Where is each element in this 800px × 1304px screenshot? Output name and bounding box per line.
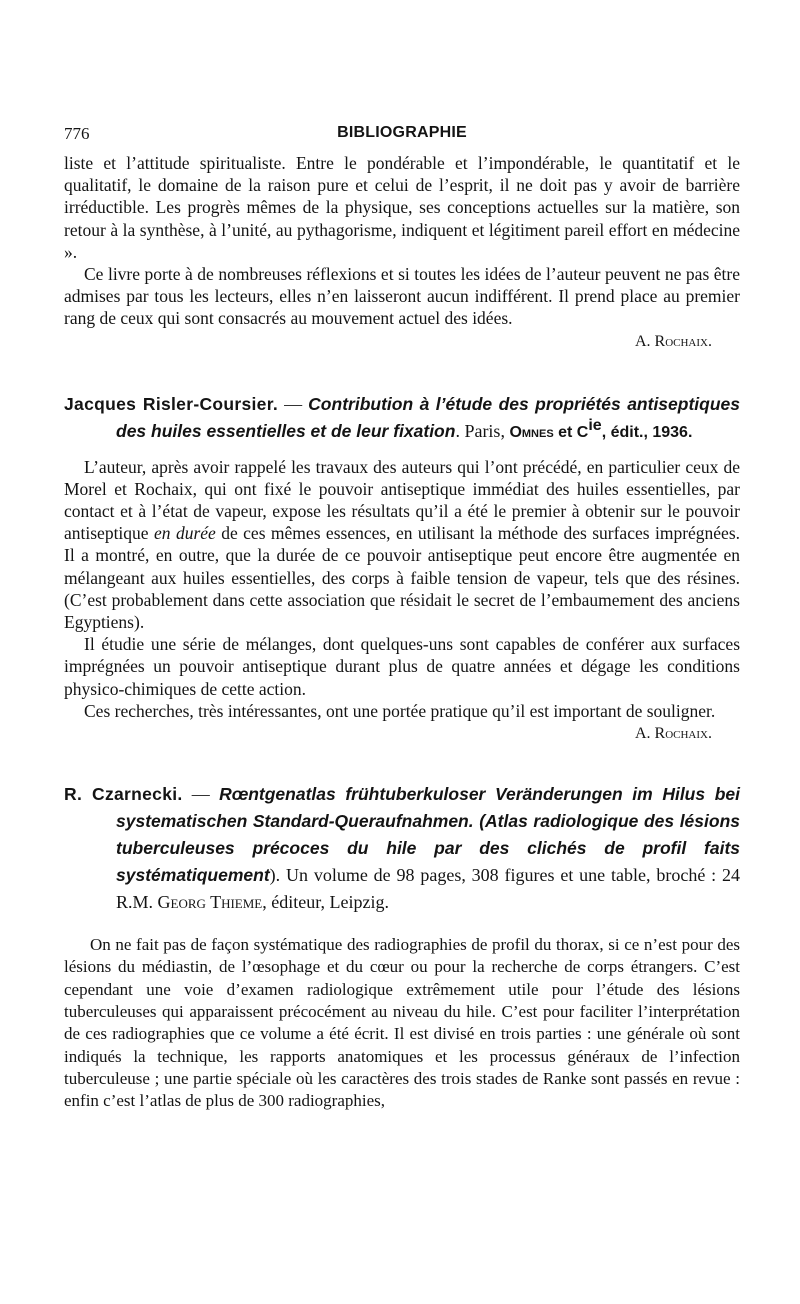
- running-head: BIBLIOGRAPHIE: [337, 124, 467, 141]
- entry-1-dash: —: [278, 393, 309, 414]
- entry-1-author: Jacques Risler-Coursier.: [64, 393, 279, 414]
- entry-1-signature: [64, 723, 740, 745]
- entry-2-title-german: Rœntgenatlas frühtuberkuloser Veränderungen im Hilus bei systematischen Standard-Queraufnahmen.: [116, 784, 740, 832]
- entry-1-pub-rest: , édit.,: [601, 423, 653, 441]
- entry-1-paragraph-3: Ces recherches, très intéressantes, ont une portée pratique qu’il est important de souligner.: [84, 700, 716, 721]
- previous-review-continuation: [64, 152, 740, 353]
- entry-1-publisher: Omnes: [509, 423, 554, 441]
- entry-1-citation: [64, 391, 740, 446]
- reviewer-name: A. Rochaix.: [634, 332, 712, 350]
- page-header: [64, 124, 740, 152]
- page-number: 776: [64, 124, 90, 143]
- entry-1-pub-et: et C: [553, 423, 589, 441]
- entry-2-dash: —: [182, 784, 220, 805]
- entry-2-title-french: Atlas radiologique des lésions tuberculeuses précoces du hile par des clichés de profil faits systématiquement: [116, 811, 740, 886]
- prev-review-paragraph-2: Ce livre porte à de nombreuses réflexions et si toutes les idées de l’auteur peuvent ne pas être admises par tous les lecteurs, elles n’en laisseront aucun indifférent. Il prend place au premier rang de ceux qui sont consacrés au mouvement actuel des idées.: [64, 264, 740, 329]
- entry-1-paragraph-2: Il étudie une série de mélanges, dont quelques-uns sont capables de conférer aux surfaces imprégnées un pouvoir antiseptique durant plus de quatre années et dégage les conditions physico-chimiques de cette action.: [64, 634, 740, 699]
- entry-1-paragraph-1-b: de ces mêmes essences, en utilisant la méthode des surfaces imprégnées. Il a montré, en outre, que la durée de ce pouvoir antiseptique peut encore être augmentée en mélangeant aux huiles essentielles, des corps à faible tension de vapeur, tels que des résines. (C’est probablement dans cette association que résidait le secret de l’embaumement des anciens Egyptiens).: [64, 523, 741, 633]
- entry-1-year-end: .: [687, 423, 693, 441]
- entry-2-details-b: , éditeur, Leipzig.: [262, 892, 389, 913]
- entry-1-paragraph-1-em: en durée: [154, 523, 216, 544]
- entry-2-details-a: Un volume de 98 pages, 308 figures et une table, broché : 24 R.M.: [116, 865, 740, 913]
- entry-2-citation: [64, 781, 740, 916]
- entry-1-review: [64, 456, 740, 745]
- entry-1-paragraph-1: [64, 456, 740, 634]
- entry-2-paragraph-1: On ne fait pas de façon systématique des radiographies de profil du thorax, si ce n’est pour des lésions du médiastin, de l’œsophage et du cœur ou pour la recherche de corps étrangers. C’est cependant une voie d’examen radiologique extrêmement utile pour l’étude des lésions tuberculeuses qui apparaissent précocément au niveau du hile. C’est pour faciliter l’interprétation de ces radiographies que ce volume a été écrit. Il est divisé en trois parties : une générale où sont indiqués la technique, les rapports anatomiques et les processus généraux de l’infection tuberculeuse ; une partie spéciale où les caractères des trois stades de Ranke sont passés en revue : enfin c’est l’atlas de plus de 300 radiographies,: [64, 935, 740, 1111]
- book-page: [64, 124, 740, 1112]
- entry-2-title-open: (: [473, 811, 486, 832]
- entry-1-pub-place: . Paris,: [455, 420, 510, 441]
- entry-2-publisher: Georg Thieme: [157, 892, 263, 913]
- prev-review-paragraph-1: liste et l’attitude spiritualiste. Entre le pondérable et l’impondérable, le quantitatif et le qualitatif, le domaine de la raison pure et celui de l’esprit, il ne doit pas y avoir de barrière irréductible. Les progrès mêmes de la physique, ses conceptions actuelles sur la matière, son retour à la synthèse, à l’unité, au pythagorisme, indiquent et légitiment pareil effort en médecine ».: [64, 153, 740, 262]
- entry-2-title-close: ).: [269, 865, 281, 886]
- entry-2-author: R. Czarnecki.: [64, 784, 183, 805]
- entry-1-paragraph-1-a: L’auteur, après avoir rappelé les travaux des auteurs qui l’ont précédé, en particulier ceux de Morel et Rochaix, qui ont fixé le pouvoir antiseptique immédiat des huiles essentielles, par contact et à l’état de vapeur, expose les résultats qu’il a été le premier à obtenir sur le pouvoir antiseptique: [64, 456, 740, 544]
- entry-1-reviewer-name: A. Rochaix.: [634, 725, 712, 743]
- entry-2-review: [64, 934, 740, 1112]
- prev-review-signature: [64, 331, 740, 353]
- entry-1-pub-sup: ie: [588, 416, 602, 434]
- entry-1-title: Contribution à l’étude des propriétés antiseptiques des huiles essentielles et de leur fixation: [116, 393, 740, 441]
- entry-1-year: 1936: [652, 423, 688, 441]
